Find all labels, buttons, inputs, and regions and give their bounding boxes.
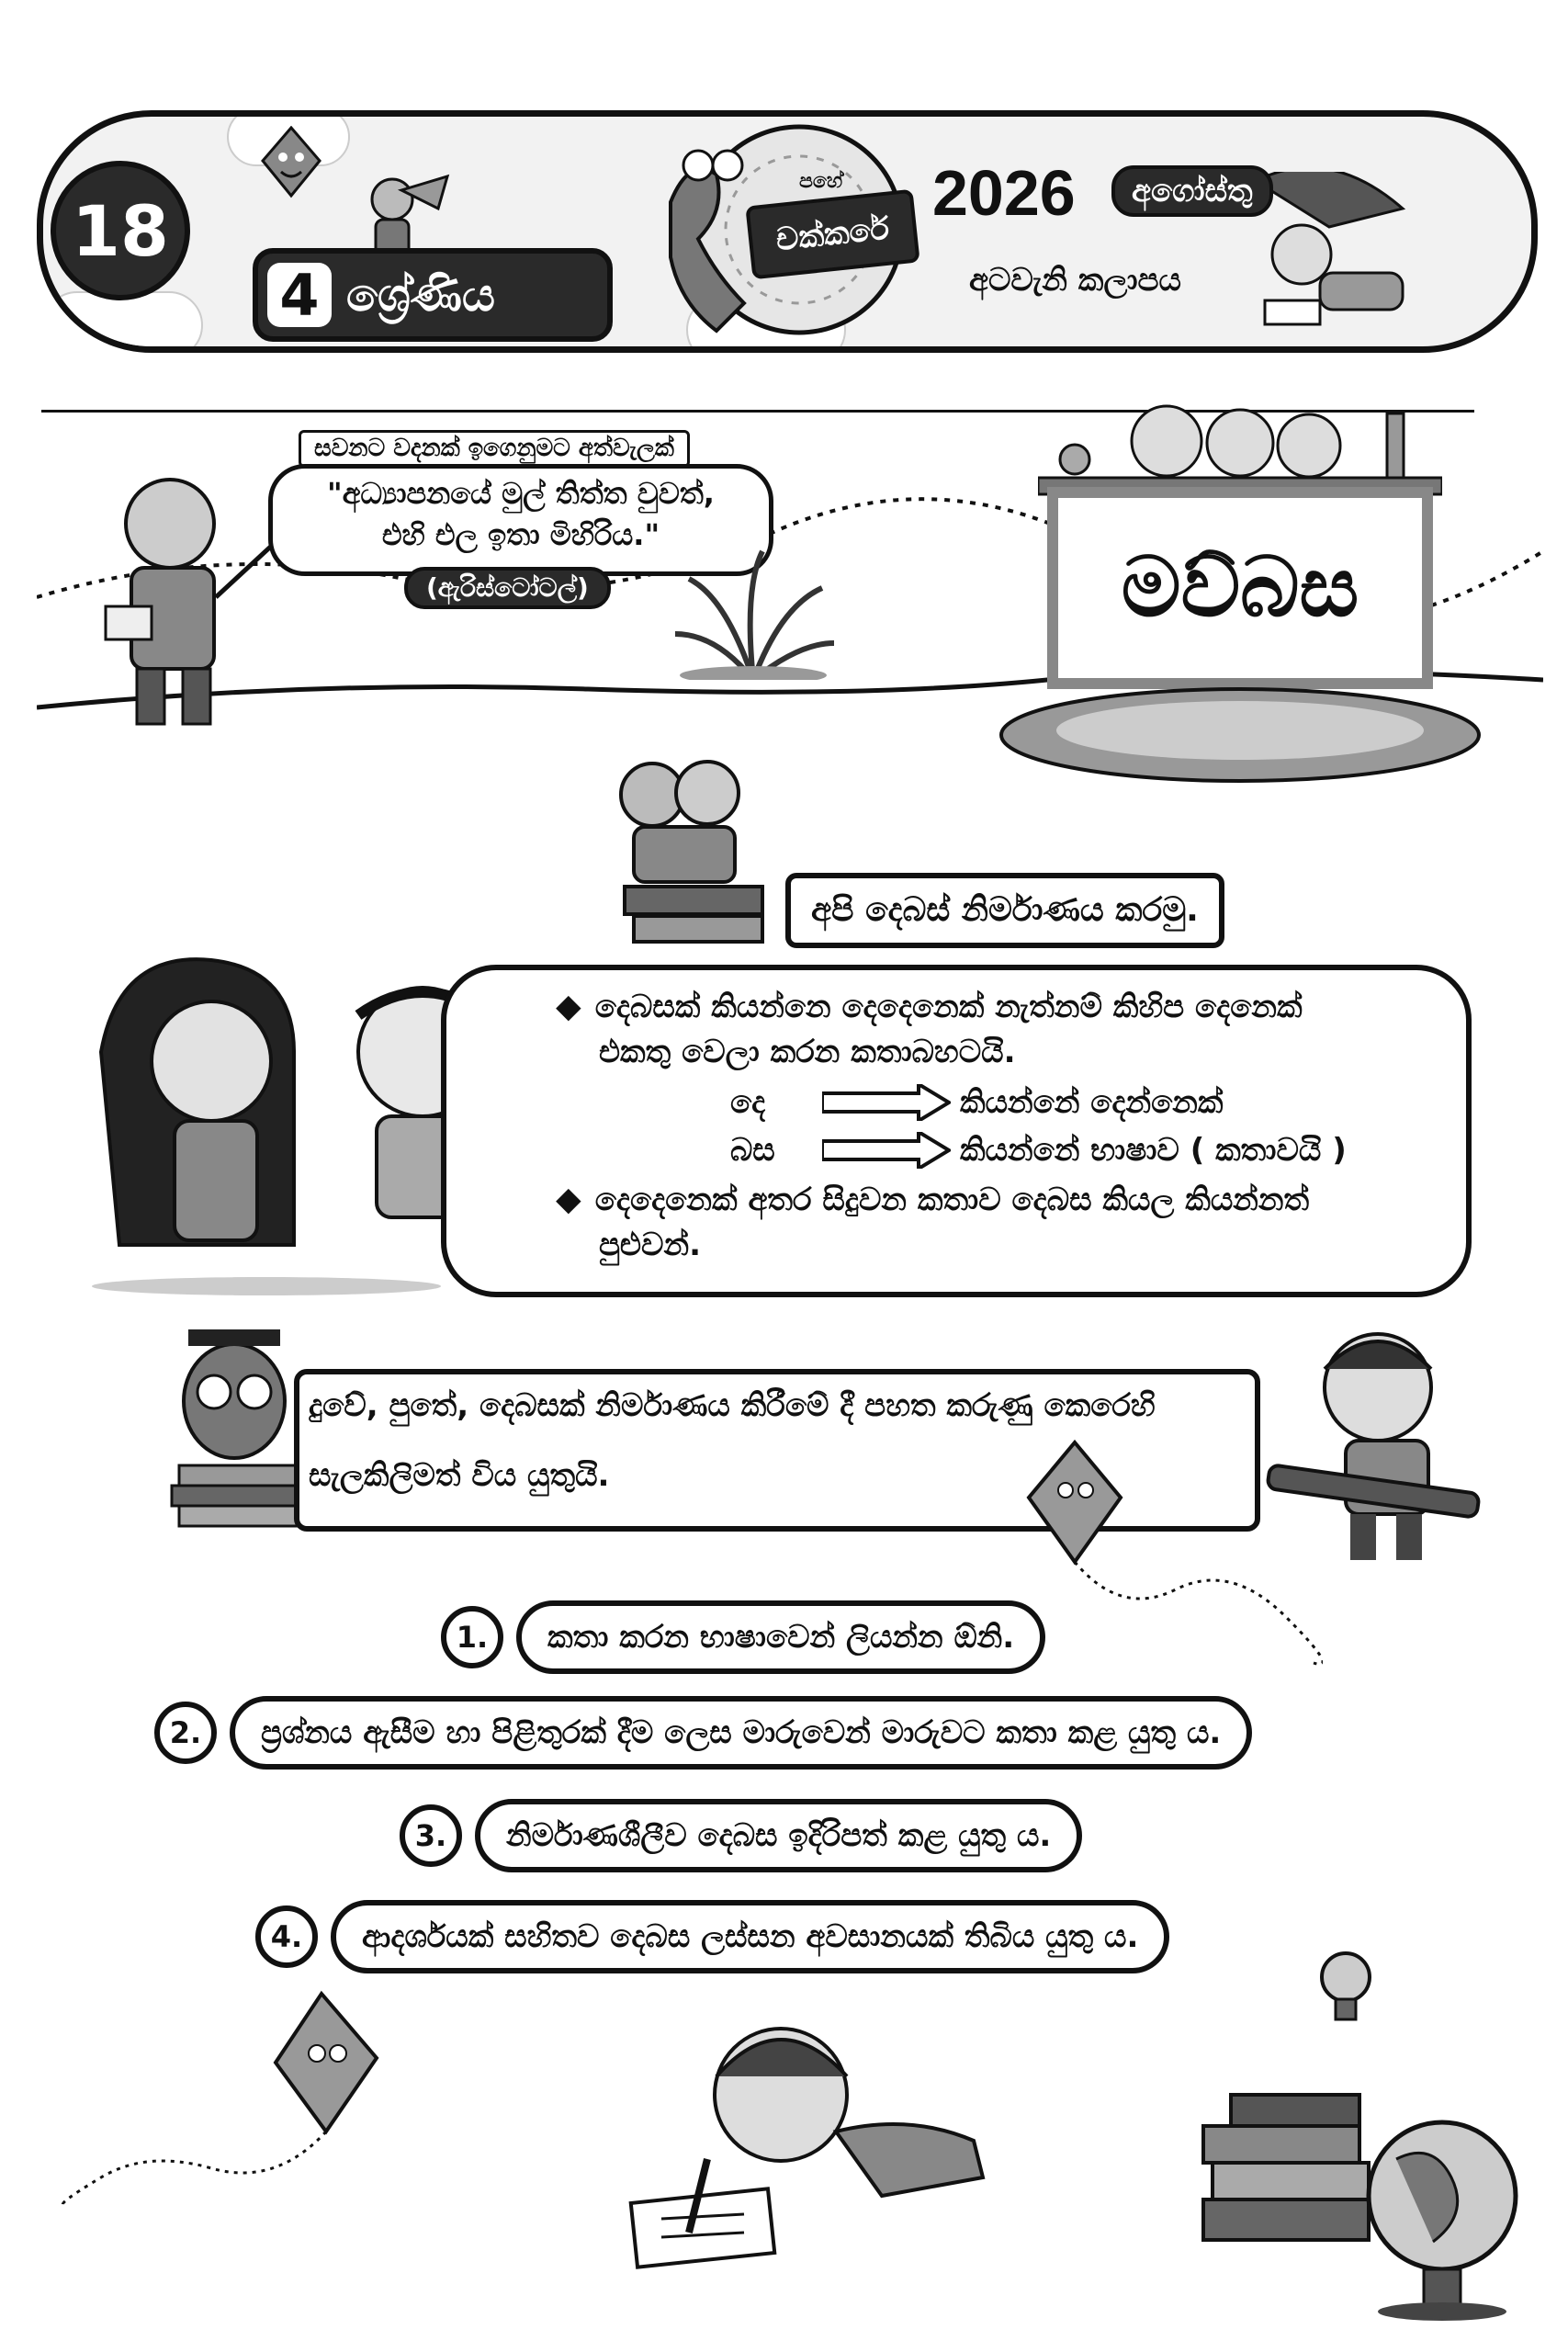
point-text: කතා කරන භාෂාවෙන් ලියන්න ඕනි. [516, 1600, 1045, 1674]
double-arrow-icon [822, 1084, 951, 1121]
point-text: නිර්මාණශීලීව දෙබස ඉදිරිපත් කළ යුතු ය. [475, 1799, 1082, 1872]
definition-line-1: දෙබසක් කියන්නෙ දෙදෙනෙක් නැත්නම් කිහිප දෙනෙක් [594, 989, 1303, 1025]
definition-line-2: එකතු වෙලා කරන කතාබහටයි. [599, 1034, 1016, 1070]
definition-line-4: පුළුවන්. [599, 1227, 702, 1263]
issue-month: අගෝස්තු [1132, 173, 1253, 209]
point-4 [255, 1900, 1169, 1973]
magazine-logo [661, 119, 919, 349]
kite-icon [259, 126, 323, 209]
quote-tag [299, 430, 690, 468]
boy-writing-illustration [606, 1994, 992, 2269]
definition-row-2 [730, 1132, 1347, 1169]
books-and-globe-illustration [1194, 2021, 1525, 2324]
cloud-illustration [43, 291, 203, 353]
definition-meaning-1: කියන්නේ දෙන්නෙක් [960, 1084, 1224, 1121]
grade-number-box [267, 263, 332, 327]
point-number: 1. [441, 1606, 503, 1668]
page-number-badge [51, 161, 190, 300]
quote-line-1: "අධ්‍යාපනයේ මුල් තිත්ත වුවත්, [327, 476, 715, 511]
definition-term-1: දෙ [730, 1084, 766, 1121]
quote-tag-text: සවනට වදනක් ඉගෙනුමට අත්වැලක් [314, 435, 674, 462]
owl-on-books-illustration [152, 1328, 317, 1530]
kite-illustration [1010, 1433, 1323, 1672]
section-title-box [785, 873, 1224, 948]
grade-number: 4 [279, 261, 320, 329]
point-text: ප්‍රශ්නය ඇසීම හා පිළිතුරක් දීම ලෙස මාරුවෙන් මාරුවට කතා කළ යුතු ය. [230, 1696, 1252, 1770]
instruction-line-2: සැලකිලිමත් විය යුතුයි. [309, 1457, 610, 1494]
pond-illustration [974, 680, 1488, 790]
point-number: 3. [400, 1804, 462, 1867]
quote-author: (ඇරිස්ටෝටල්) [426, 572, 589, 603]
grass-illustration [671, 542, 836, 680]
grade-label: ශ්‍රේණිය [346, 267, 495, 322]
logo-small-text: පහේ [799, 170, 843, 193]
kite-illustration [55, 1984, 386, 2223]
grade-badge [253, 248, 613, 342]
kids-on-books-illustration [597, 749, 781, 960]
point-number: 2. [154, 1702, 217, 1764]
definition-meaning-2: කියන්නේ භාෂාව ( කතාවයි ) [960, 1132, 1347, 1169]
definition-line-3: දෙදෙනෙක් අතර සිදුවන කතාව දෙබස කියල කියන්නත් [594, 1182, 1310, 1218]
definition-bullet-2 [556, 1181, 1309, 1218]
page-number: 18 [72, 189, 169, 272]
double-arrow-icon [822, 1132, 951, 1169]
definition-term-2: බස [730, 1132, 775, 1169]
point-1 [441, 1600, 1045, 1674]
lightbulb-icon [1314, 1948, 1378, 2030]
issue-edition: අටවැනි කලාපය [969, 262, 1181, 299]
quote-author-badge [404, 567, 611, 609]
definition-row-1 [730, 1084, 1224, 1121]
subject-title: මව්බස [1121, 539, 1359, 636]
definition-bullet-1 [556, 988, 1303, 1025]
instruction-line-1: දුවේ, පුතේ, දෙබසක් නිර්මාණය කිරීමේ දී පහත කරුණු කෙරෙහි [309, 1387, 1156, 1424]
issue-year: 2026 [932, 157, 1076, 229]
diamond-bullet-icon: ◆ [556, 988, 581, 1025]
issue-month-badge [1111, 165, 1273, 217]
issue-info [932, 156, 1281, 322]
point-2 [154, 1696, 1252, 1770]
quote-line-2: එහි එල ඉතා මිහිරිය." [381, 517, 660, 552]
point-text: ආදර්ශයක් සහිතව දෙබස ලස්සන අවසානයක් තිබිය යුතු ය. [331, 1900, 1169, 1973]
logo-main-text: චක්කරේ [774, 209, 891, 259]
diamond-bullet-icon: ◆ [556, 1181, 581, 1218]
teacher-illustration [87, 469, 280, 735]
section-title: අපි දෙබස් නිර්මාණය කරමු. [811, 891, 1199, 929]
subject-board [1047, 487, 1433, 689]
toy-shelf-illustration [1038, 395, 1442, 496]
point-number: 4. [255, 1905, 318, 1968]
point-3 [400, 1799, 1082, 1872]
